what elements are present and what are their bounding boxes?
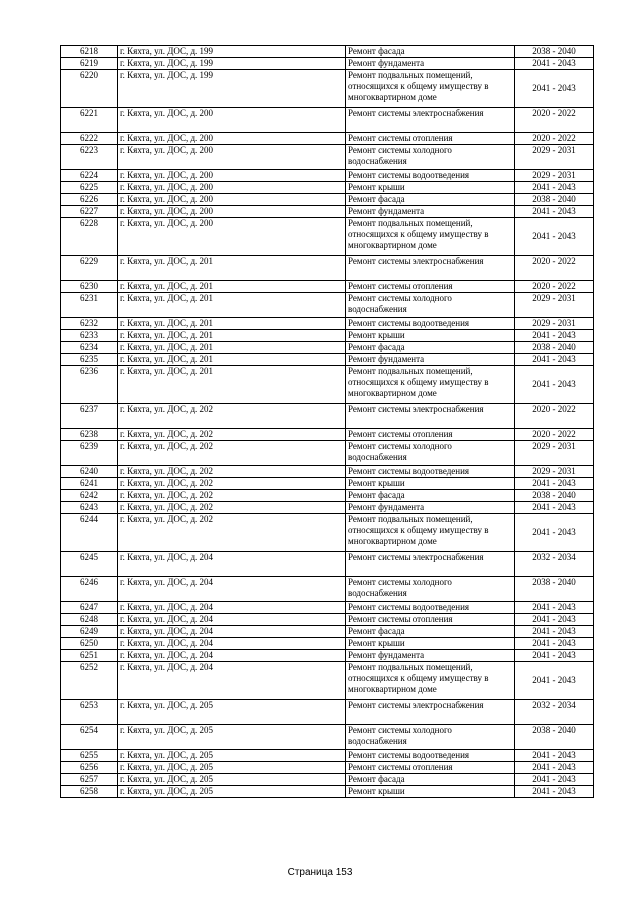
- address-cell: г. Кяхта, ул. ДОС, д. 204: [118, 602, 346, 614]
- address-cell: г. Кяхта, ул. ДОС, д. 201: [118, 354, 346, 366]
- repair-schedule-table: [60, 45, 594, 798]
- work-type-cell: Ремонт подвальных помещений, относящихся к общему имуществу в многоквартирном доме: [346, 514, 515, 552]
- table-row: [61, 182, 594, 194]
- work-type-cell: Ремонт системы холодного водоснабжения: [346, 293, 515, 318]
- row-number-cell: 6239: [61, 441, 118, 466]
- period-cell: 2029 - 2031: [515, 318, 594, 330]
- address-cell: г. Кяхта, ул. ДОС, д. 200: [118, 194, 346, 206]
- table-row: [61, 514, 594, 552]
- address-cell: г. Кяхта, ул. ДОС, д. 205: [118, 725, 346, 750]
- address-cell: г. Кяхта, ул. ДОС, д. 200: [118, 206, 346, 218]
- period-cell: 2041 - 2043: [515, 206, 594, 218]
- row-number-cell: 6257: [61, 774, 118, 786]
- row-number-cell: 6235: [61, 354, 118, 366]
- address-cell: г. Кяхта, ул. ДОС, д. 205: [118, 786, 346, 798]
- address-cell: г. Кяхта, ул. ДОС, д. 202: [118, 466, 346, 478]
- table-row: [61, 466, 594, 478]
- work-type-cell: Ремонт системы электроснабжения: [346, 552, 515, 577]
- row-number-cell: 6251: [61, 650, 118, 662]
- table-row: [61, 614, 594, 626]
- work-type-cell: Ремонт системы электроснабжения: [346, 108, 515, 133]
- address-cell: г. Кяхта, ул. ДОС, д. 202: [118, 502, 346, 514]
- work-type-cell: Ремонт фундамента: [346, 206, 515, 218]
- period-cell: 2041 - 2043: [515, 354, 594, 366]
- address-cell: г. Кяхта, ул. ДОС, д. 204: [118, 650, 346, 662]
- table-row: [61, 133, 594, 145]
- table-row: [61, 342, 594, 354]
- work-type-cell: Ремонт системы отопления: [346, 429, 515, 441]
- table-row: [61, 786, 594, 798]
- address-cell: г. Кяхта, ул. ДОС, д. 200: [118, 170, 346, 182]
- work-type-cell: Ремонт системы водоотведения: [346, 170, 515, 182]
- address-cell: г. Кяхта, ул. ДОС, д. 201: [118, 293, 346, 318]
- period-cell: 2029 - 2031: [515, 170, 594, 182]
- address-cell: г. Кяхта, ул. ДОС, д. 202: [118, 429, 346, 441]
- page-footer: Страница 153: [287, 867, 353, 878]
- row-number-cell: 6228: [61, 218, 118, 256]
- table-row: [61, 46, 594, 58]
- address-cell: г. Кяхта, ул. ДОС, д. 200: [118, 218, 346, 256]
- period-cell: 2041 - 2043: [515, 662, 594, 700]
- address-cell: г. Кяхта, ул. ДОС, д. 202: [118, 490, 346, 502]
- work-type-cell: Ремонт системы холодного водоснабжения: [346, 577, 515, 602]
- row-number-cell: 6240: [61, 466, 118, 478]
- period-cell: 2041 - 2043: [515, 750, 594, 762]
- work-type-cell: Ремонт фундамента: [346, 58, 515, 70]
- work-type-cell: Ремонт системы отопления: [346, 614, 515, 626]
- work-type-cell: Ремонт фундамента: [346, 354, 515, 366]
- work-type-cell: Ремонт фундамента: [346, 502, 515, 514]
- work-type-cell: Ремонт крыши: [346, 786, 515, 798]
- table-row: [61, 256, 594, 281]
- address-cell: г. Кяхта, ул. ДОС, д. 201: [118, 342, 346, 354]
- address-cell: г. Кяхта, ул. ДОС, д. 202: [118, 478, 346, 490]
- row-number-cell: 6247: [61, 602, 118, 614]
- table-row: [61, 145, 594, 170]
- row-number-cell: 6254: [61, 725, 118, 750]
- period-cell: 2041 - 2043: [515, 70, 594, 108]
- row-number-cell: 6233: [61, 330, 118, 342]
- period-cell: 2020 - 2022: [515, 281, 594, 293]
- period-cell: 2029 - 2031: [515, 466, 594, 478]
- period-cell: 2020 - 2022: [515, 256, 594, 281]
- table-row: [61, 429, 594, 441]
- table-body: [61, 46, 594, 798]
- row-number-cell: 6225: [61, 182, 118, 194]
- work-type-cell: Ремонт подвальных помещений, относящихся к общему имуществу в многоквартирном доме: [346, 70, 515, 108]
- period-cell: 2041 - 2043: [515, 182, 594, 194]
- period-cell: 2020 - 2022: [515, 429, 594, 441]
- row-number-cell: 6241: [61, 478, 118, 490]
- work-type-cell: Ремонт подвальных помещений, относящихся к общему имуществу в многоквартирном доме: [346, 366, 515, 404]
- work-type-cell: Ремонт фундамента: [346, 650, 515, 662]
- row-number-cell: 6223: [61, 145, 118, 170]
- work-type-cell: Ремонт подвальных помещений, относящихся к общему имуществу в многоквартирном доме: [346, 218, 515, 256]
- row-number-cell: 6249: [61, 626, 118, 638]
- address-cell: г. Кяхта, ул. ДОС, д. 204: [118, 577, 346, 602]
- address-cell: г. Кяхта, ул. ДОС, д. 200: [118, 108, 346, 133]
- row-number-cell: 6229: [61, 256, 118, 281]
- row-number-cell: 6218: [61, 46, 118, 58]
- address-cell: г. Кяхта, ул. ДОС, д. 200: [118, 182, 346, 194]
- period-cell: 2020 - 2022: [515, 404, 594, 429]
- table-row: [61, 750, 594, 762]
- row-number-cell: 6243: [61, 502, 118, 514]
- period-cell: 2041 - 2043: [515, 218, 594, 256]
- address-cell: г. Кяхта, ул. ДОС, д. 204: [118, 552, 346, 577]
- row-number-cell: 6242: [61, 490, 118, 502]
- table-row: [61, 58, 594, 70]
- table-row: [61, 170, 594, 182]
- work-type-cell: Ремонт системы электроснабжения: [346, 700, 515, 725]
- address-cell: г. Кяхта, ул. ДОС, д. 201: [118, 318, 346, 330]
- row-number-cell: 6252: [61, 662, 118, 700]
- period-cell: 2041 - 2043: [515, 366, 594, 404]
- address-cell: г. Кяхта, ул. ДОС, д. 205: [118, 762, 346, 774]
- table-row: [61, 441, 594, 466]
- table-row: [61, 206, 594, 218]
- work-type-cell: Ремонт системы холодного водоснабжения: [346, 145, 515, 170]
- row-number-cell: 6245: [61, 552, 118, 577]
- row-number-cell: 6244: [61, 514, 118, 552]
- row-number-cell: 6232: [61, 318, 118, 330]
- work-type-cell: Ремонт крыши: [346, 182, 515, 194]
- row-number-cell: 6238: [61, 429, 118, 441]
- table-row: [61, 281, 594, 293]
- work-type-cell: Ремонт фасада: [346, 342, 515, 354]
- table-row: [61, 478, 594, 490]
- work-type-cell: Ремонт фасада: [346, 774, 515, 786]
- table-row: [61, 354, 594, 366]
- work-type-cell: Ремонт системы водоотведения: [346, 750, 515, 762]
- address-cell: г. Кяхта, ул. ДОС, д. 199: [118, 46, 346, 58]
- row-number-cell: 6250: [61, 638, 118, 650]
- period-cell: 2032 - 2034: [515, 700, 594, 725]
- address-cell: г. Кяхта, ул. ДОС, д. 201: [118, 281, 346, 293]
- address-cell: г. Кяхта, ул. ДОС, д. 204: [118, 614, 346, 626]
- work-type-cell: Ремонт системы холодного водоснабжения: [346, 725, 515, 750]
- table-row: [61, 490, 594, 502]
- work-type-cell: Ремонт системы водоотведения: [346, 466, 515, 478]
- period-cell: 2038 - 2040: [515, 577, 594, 602]
- period-cell: 2041 - 2043: [515, 330, 594, 342]
- table-row: [61, 108, 594, 133]
- row-number-cell: 6222: [61, 133, 118, 145]
- period-cell: 2029 - 2031: [515, 145, 594, 170]
- table-row: [61, 700, 594, 725]
- table-row: [61, 552, 594, 577]
- address-cell: г. Кяхта, ул. ДОС, д. 202: [118, 404, 346, 429]
- work-type-cell: Ремонт крыши: [346, 330, 515, 342]
- table-row: [61, 218, 594, 256]
- period-cell: 2029 - 2031: [515, 441, 594, 466]
- address-cell: г. Кяхта, ул. ДОС, д. 199: [118, 70, 346, 108]
- period-cell: 2041 - 2043: [515, 602, 594, 614]
- period-cell: 2029 - 2031: [515, 293, 594, 318]
- period-cell: 2038 - 2040: [515, 194, 594, 206]
- period-cell: 2020 - 2022: [515, 133, 594, 145]
- period-cell: 2041 - 2043: [515, 786, 594, 798]
- address-cell: г. Кяхта, ул. ДОС, д. 202: [118, 441, 346, 466]
- work-type-cell: Ремонт системы отопления: [346, 281, 515, 293]
- period-cell: 2041 - 2043: [515, 626, 594, 638]
- work-type-cell: Ремонт системы отопления: [346, 762, 515, 774]
- address-cell: г. Кяхта, ул. ДОС, д. 202: [118, 514, 346, 552]
- table-row: [61, 577, 594, 602]
- row-number-cell: 6236: [61, 366, 118, 404]
- row-number-cell: 6224: [61, 170, 118, 182]
- address-cell: г. Кяхта, ул. ДОС, д. 199: [118, 58, 346, 70]
- work-type-cell: Ремонт крыши: [346, 478, 515, 490]
- period-cell: 2041 - 2043: [515, 638, 594, 650]
- table-row: [61, 70, 594, 108]
- period-cell: 2041 - 2043: [515, 478, 594, 490]
- work-type-cell: Ремонт системы водоотведения: [346, 318, 515, 330]
- row-number-cell: 6220: [61, 70, 118, 108]
- row-number-cell: 6246: [61, 577, 118, 602]
- row-number-cell: 6226: [61, 194, 118, 206]
- work-type-cell: Ремонт системы электроснабжения: [346, 404, 515, 429]
- table-row: [61, 293, 594, 318]
- period-cell: 2041 - 2043: [515, 58, 594, 70]
- table-row: [61, 366, 594, 404]
- period-cell: 2032 - 2034: [515, 552, 594, 577]
- work-type-cell: Ремонт системы холодного водоснабжения: [346, 441, 515, 466]
- work-type-cell: Ремонт подвальных помещений, относящихся к общему имуществу в многоквартирном доме: [346, 662, 515, 700]
- period-cell: 2041 - 2043: [515, 774, 594, 786]
- address-cell: г. Кяхта, ул. ДОС, д. 204: [118, 638, 346, 650]
- table-row: [61, 330, 594, 342]
- row-number-cell: 6256: [61, 762, 118, 774]
- address-cell: г. Кяхта, ул. ДОС, д. 204: [118, 626, 346, 638]
- table-row: [61, 762, 594, 774]
- address-cell: г. Кяхта, ул. ДОС, д. 205: [118, 774, 346, 786]
- table-row: [61, 404, 594, 429]
- address-cell: г. Кяхта, ул. ДОС, д. 205: [118, 750, 346, 762]
- work-type-cell: Ремонт фасада: [346, 490, 515, 502]
- row-number-cell: 6227: [61, 206, 118, 218]
- row-number-cell: 6219: [61, 58, 118, 70]
- address-cell: г. Кяхта, ул. ДОС, д. 201: [118, 366, 346, 404]
- table-row: [61, 774, 594, 786]
- address-cell: г. Кяхта, ул. ДОС, д. 205: [118, 700, 346, 725]
- address-cell: г. Кяхта, ул. ДОС, д. 200: [118, 145, 346, 170]
- table-row: [61, 602, 594, 614]
- address-cell: г. Кяхта, ул. ДОС, д. 201: [118, 256, 346, 281]
- work-type-cell: Ремонт системы электроснабжения: [346, 256, 515, 281]
- period-cell: 2038 - 2040: [515, 490, 594, 502]
- work-type-cell: Ремонт фасада: [346, 194, 515, 206]
- row-number-cell: 6248: [61, 614, 118, 626]
- period-cell: 2038 - 2040: [515, 46, 594, 58]
- period-cell: 2041 - 2043: [515, 514, 594, 552]
- work-type-cell: Ремонт системы отопления: [346, 133, 515, 145]
- period-cell: 2041 - 2043: [515, 762, 594, 774]
- work-type-cell: Ремонт системы водоотведения: [346, 602, 515, 614]
- period-cell: 2038 - 2040: [515, 342, 594, 354]
- work-type-cell: Ремонт фасада: [346, 626, 515, 638]
- table-row: [61, 626, 594, 638]
- period-cell: 2041 - 2043: [515, 614, 594, 626]
- row-number-cell: 6234: [61, 342, 118, 354]
- row-number-cell: 6230: [61, 281, 118, 293]
- address-cell: г. Кяхта, ул. ДОС, д. 200: [118, 133, 346, 145]
- work-type-cell: Ремонт фасада: [346, 46, 515, 58]
- table-row: [61, 318, 594, 330]
- table-row: [61, 662, 594, 700]
- row-number-cell: 6258: [61, 786, 118, 798]
- period-cell: 2041 - 2043: [515, 502, 594, 514]
- row-number-cell: 6255: [61, 750, 118, 762]
- period-cell: 2041 - 2043: [515, 650, 594, 662]
- row-number-cell: 6221: [61, 108, 118, 133]
- table-row: [61, 638, 594, 650]
- table-row: [61, 502, 594, 514]
- address-cell: г. Кяхта, ул. ДОС, д. 201: [118, 330, 346, 342]
- period-cell: 2038 - 2040: [515, 725, 594, 750]
- row-number-cell: 6253: [61, 700, 118, 725]
- row-number-cell: 6237: [61, 404, 118, 429]
- table-row: [61, 725, 594, 750]
- row-number-cell: 6231: [61, 293, 118, 318]
- table-row: [61, 194, 594, 206]
- table-row: [61, 650, 594, 662]
- address-cell: г. Кяхта, ул. ДОС, д. 204: [118, 662, 346, 700]
- work-type-cell: Ремонт крыши: [346, 638, 515, 650]
- period-cell: 2020 - 2022: [515, 108, 594, 133]
